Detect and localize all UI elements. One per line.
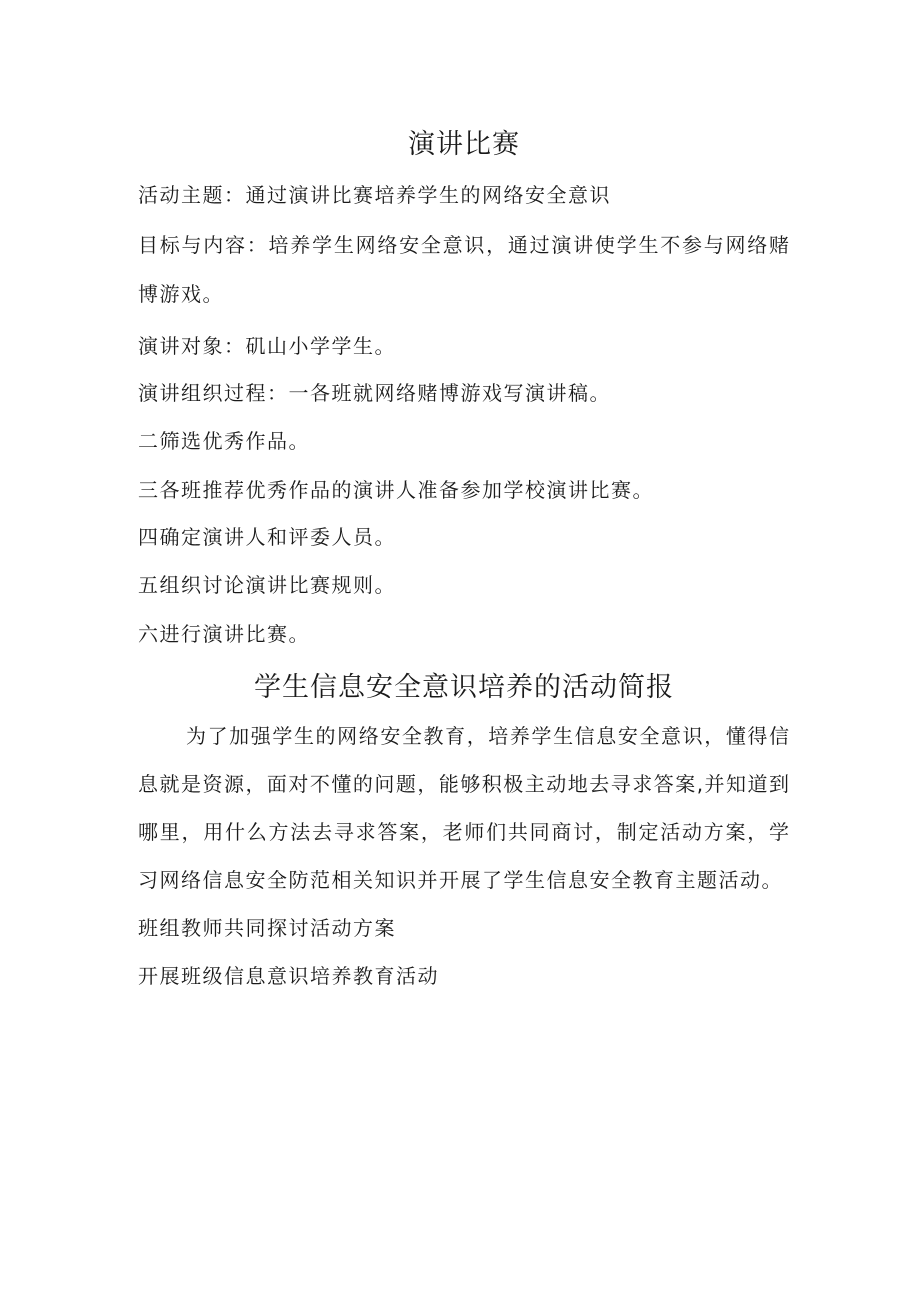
- step-four-line: 四确定演讲人和评委人员。: [138, 525, 396, 549]
- briefing-title: 学生信息安全意识培养的活动简报: [254, 672, 674, 703]
- briefing-paragraph-line-1: 为了加强学生的网络安全教育，培养学生信息安全意识，懂得信: [186, 724, 789, 748]
- speech-contest-title: 演讲比赛: [408, 129, 520, 160]
- photo-caption-1: 班组教师共同探讨活动方案: [138, 916, 396, 940]
- step-five-line: 五组织讨论演讲比赛规则。: [138, 573, 396, 597]
- organization-process-line: 演讲组织过程：一各班就网络赌博游戏写演讲稿。: [138, 381, 611, 405]
- briefing-paragraph-line-4: 习网络信息安全防范相关知识并开展了学生信息安全教育主题活动。: [138, 868, 783, 892]
- step-six-line: 六进行演讲比赛。: [138, 622, 310, 646]
- step-two-line: 二筛选优秀作品。: [138, 429, 310, 453]
- step-three-line: 三各班推荐优秀作品的演讲人准备参加学校演讲比赛。: [138, 478, 654, 502]
- goal-content-line-1: 目标与内容：培养学生网络安全意识，通过演讲使学生不参与网络赌: [138, 233, 789, 257]
- photo-caption-2: 开展班级信息意识培养教育活动: [138, 964, 439, 988]
- briefing-paragraph-line-3: 哪里，用什么方法去寻求答案，老师们共同商讨，制定活动方案，学: [138, 820, 789, 844]
- activity-theme-line: 活动主题：通过演讲比赛培养学生的网络安全意识: [138, 183, 611, 207]
- speech-audience-line: 演讲对象：矶山小学学生。: [138, 334, 396, 358]
- briefing-paragraph-line-2: 息就是资源，面对不懂的问题，能够积极主动地去寻求答案,并知道到: [138, 772, 789, 796]
- goal-content-line-2: 博游戏。: [138, 282, 224, 306]
